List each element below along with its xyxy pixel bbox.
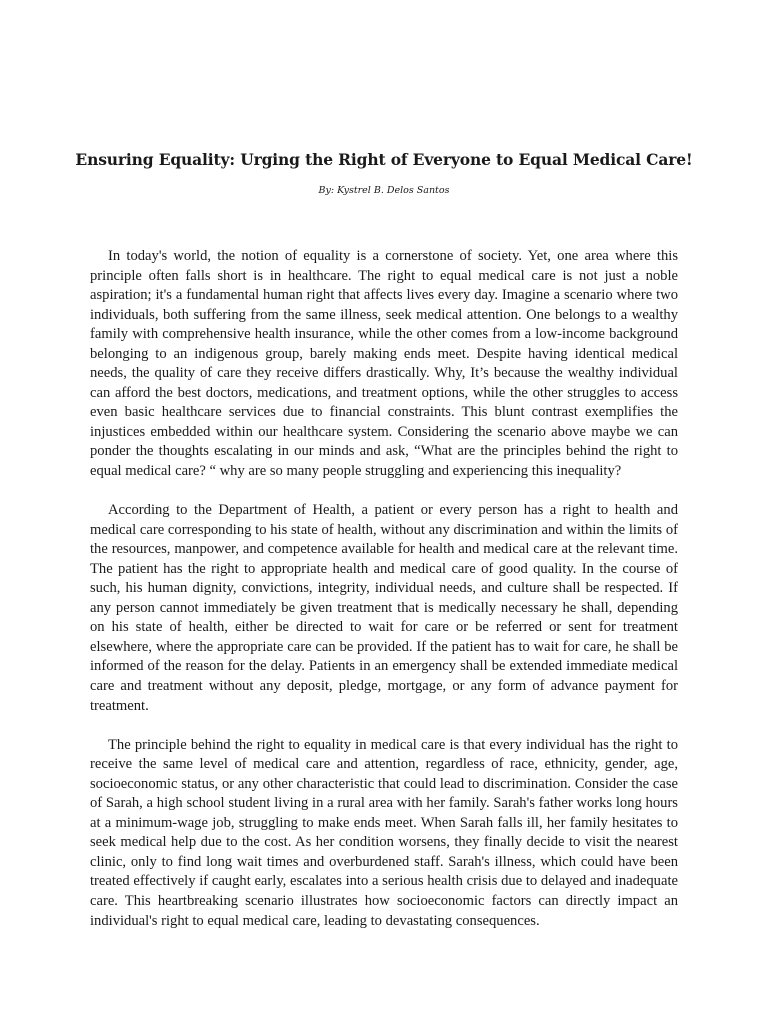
document-title: Ensuring Equality: Urging the Right of Everyone to Equal Medical Care! — [75, 150, 693, 169]
article-body — [90, 247, 678, 951]
paragraph-doh-rights: According to the Department of Health, a patient or every person has a right to health and medical care corresponding to his state of health, without any discrimination and within the limits of the resources, manpower, and competence available for health and medical care at the relevant time. The patient has the right to appropriate health and medical care of good quality. In the course of such, his human dignity, convictions, integrity, individual needs, and culture shall be respected. If any person cannot immediately be given treatment that is medically necessary he shall, depending on his state of health, either be directed to wait for care or be referred or sent for treatment elsewhere, where the appropriate care can be provided. If the patient has to wait for care, he shall be informed of the reason for the delay. Patients in an emergency shall be extended immediate medical care and treatment without any deposit, pledge, mortgage, or any form of advance payment for treatment. — [90, 502, 678, 714]
paragraph-intro: In today's world, the notion of equality is a cornerstone of society. Yet, one area where this principle often falls short is in healthcare. The right to equal medical care is not just a noble aspiration; it's a fundamental human right that affects lives every day. Imagine a scenario where two individuals, both suffering from the same illness, seek medical attention. One belongs to a wealthy family with comprehensive health insurance, while the other comes from a low-income background belonging to an indigenous group, barely making ends meet. Despite having identical medical needs, the quality of care they receive differs drastically. Why, It’s because the wealthy individual can afford the best doctors, medications, and treatment options, while the other struggles to access even basic healthcare services due to financial constraints. This blunt contrast exemplifies the injustices embedded within our healthcare system. Considering the scenario above maybe we can ponder the thoughts escalating in our minds and ask, “What are the principles behind the right to equal medical care? “ why are so many people struggling and experiencing this inequality? — [90, 248, 678, 480]
author-byline: By: Kystrel B. Delos Santos — [318, 185, 450, 196]
paragraph-equality-principle: The principle behind the right to equality in medical care is that every individual has the right to receive the same level of medical care and attention, regardless of race, ethnicity, gender, age, socioeconomic status, or any other characteristic that could lead to discrimination. Consider the case of Sarah, a high school student living in a rural area with her family. Sarah's father works long hours at a minimum-wage job, struggling to make ends meet. When Sarah falls ill, her family hesitates to seek medical help due to the cost. As her condition worsens, they finally decide to visit the nearest clinic, only to find long wait times and overburdened staff. Sarah's illness, which could have been treated effectively if caught early, escalates into a serious health crisis due to delayed and inadequate care. This heartbreaking scenario illustrates how socioeconomic factors can directly impact an individual's right to equal medical care, leading to devastating consequences. — [90, 736, 678, 929]
